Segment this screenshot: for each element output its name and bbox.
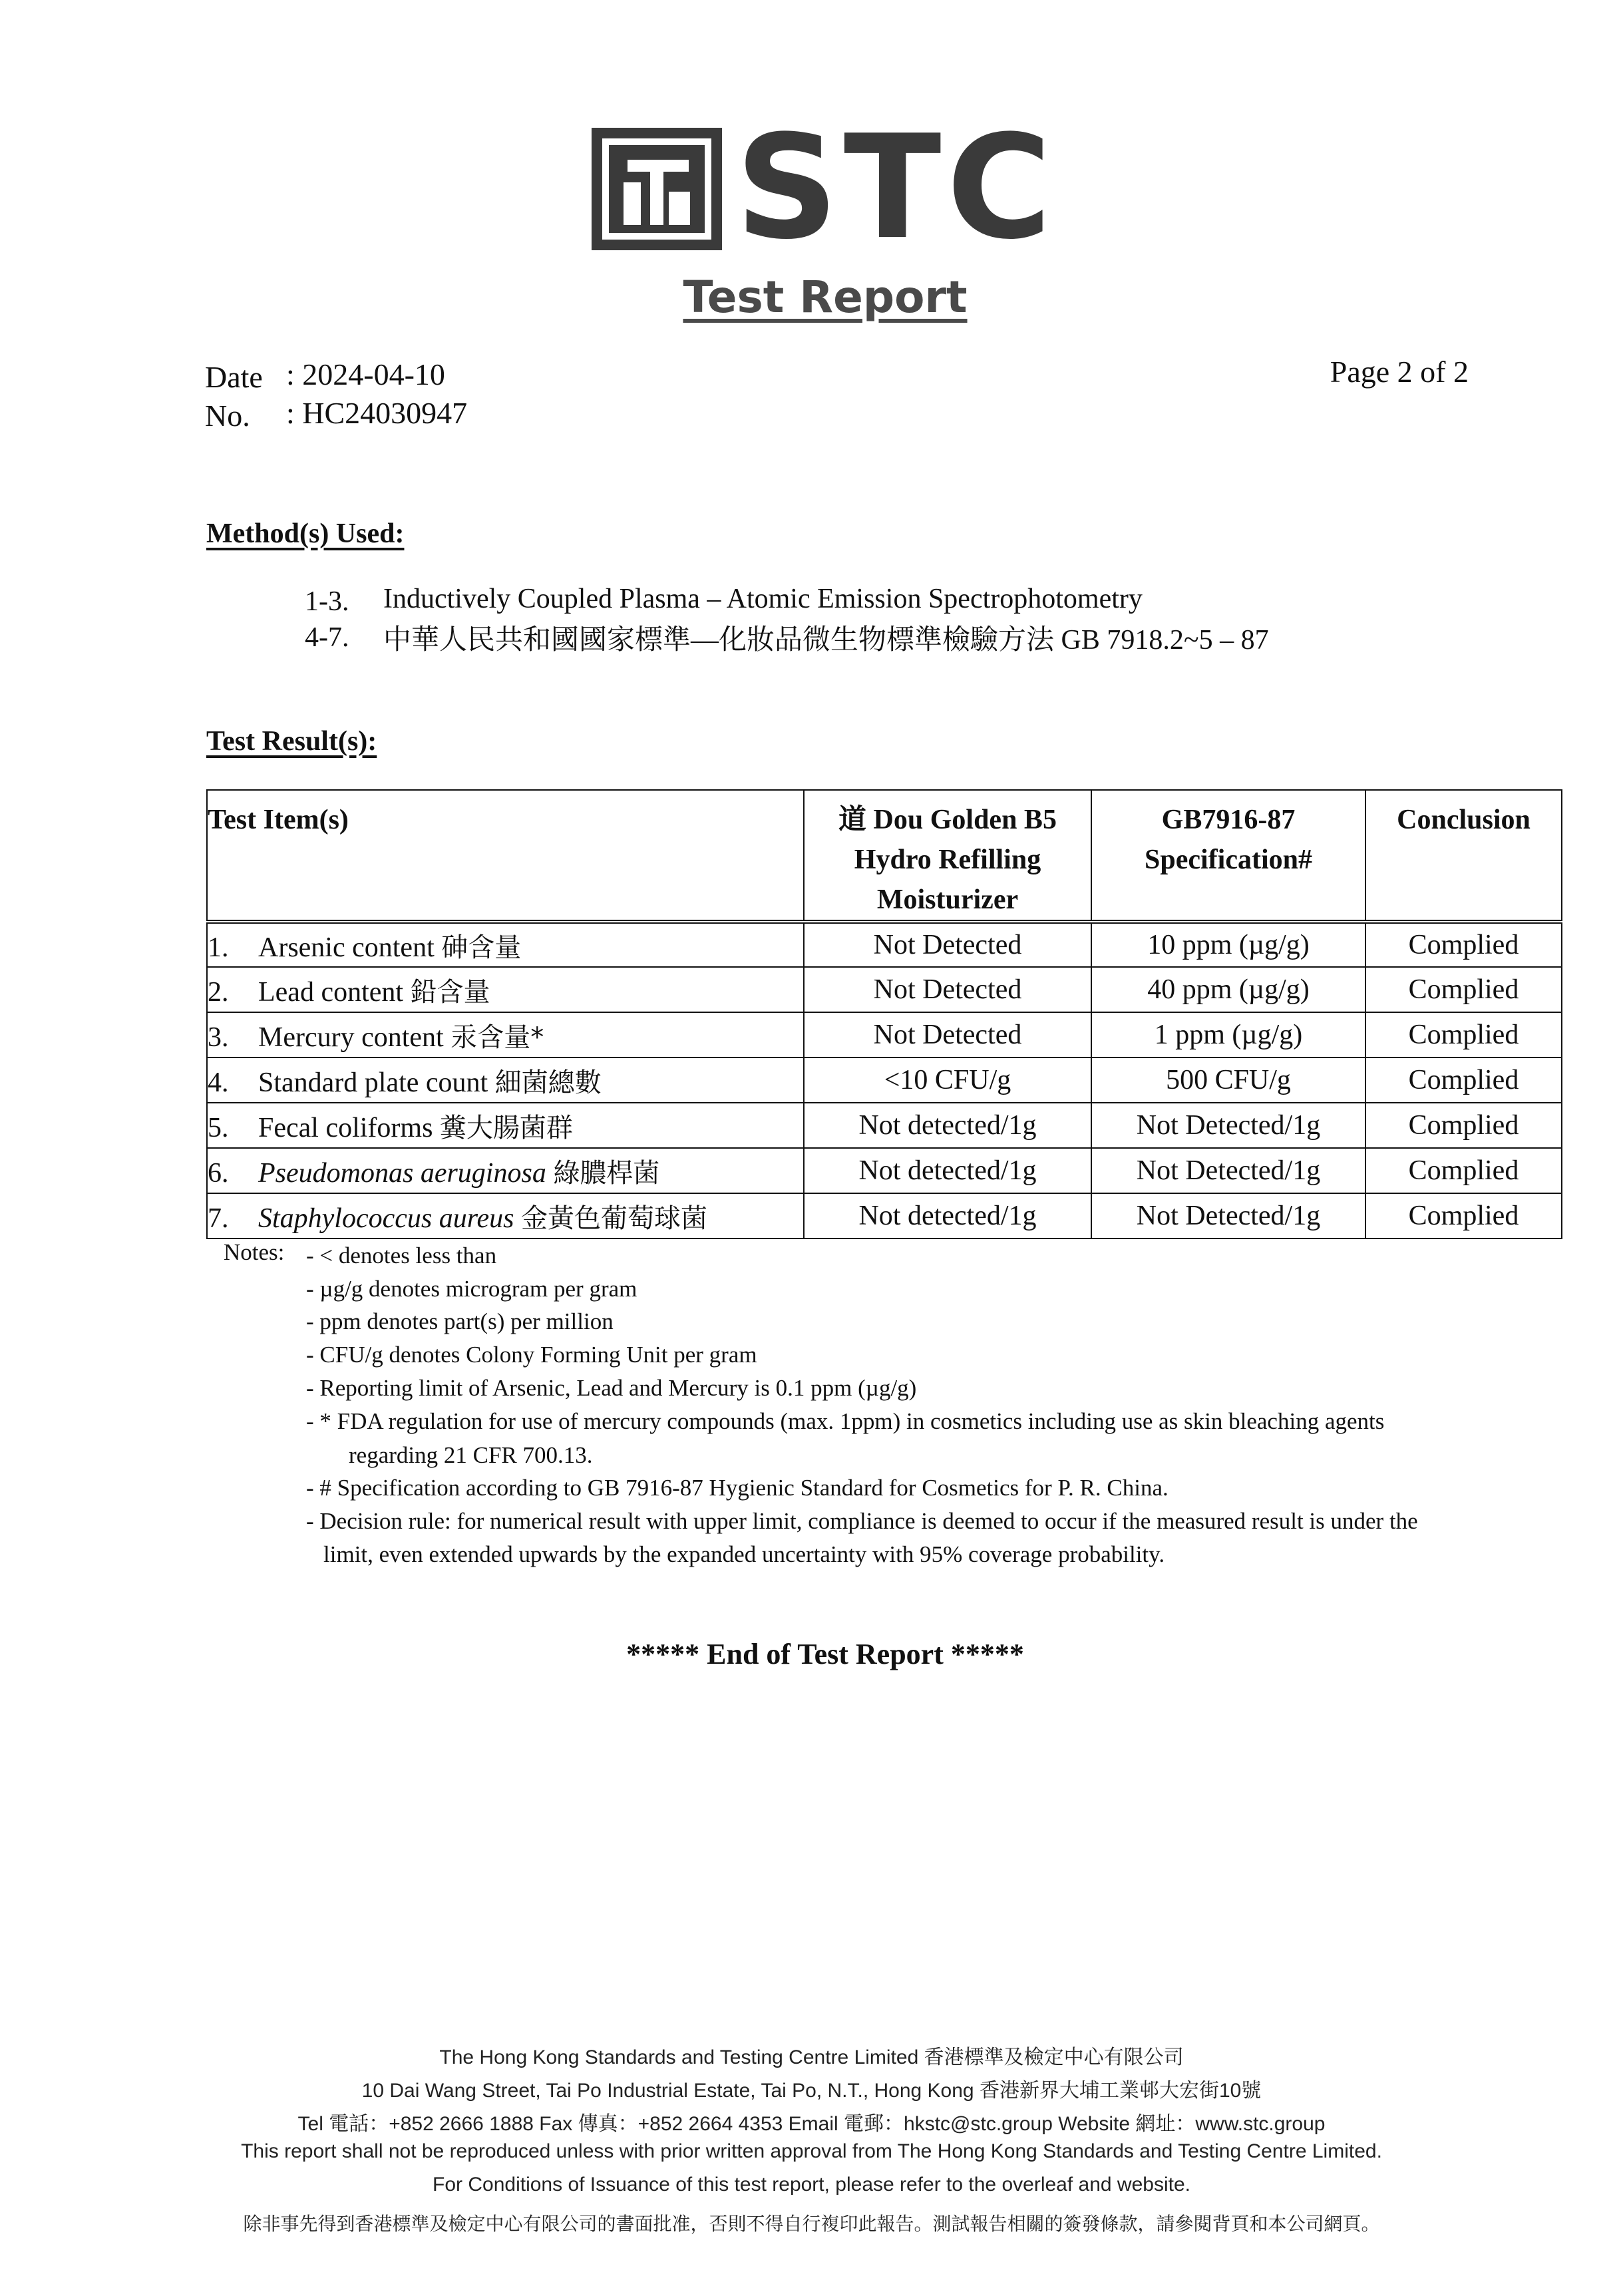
result-cell: Not Detected — [804, 967, 1091, 1012]
page-number: Page 2 of 2 — [1330, 355, 1469, 389]
spec-cell: 10 ppm (µg/g) — [1091, 922, 1365, 967]
notes-label: Notes: — [224, 1239, 285, 1265]
spec-cell: Not Detected/1g — [1091, 1103, 1365, 1148]
test-item-name: Fecal coliforms — [258, 1112, 433, 1143]
header-sample-line: 道 Dou Golden B5 — [838, 805, 1057, 835]
test-item-cell — [207, 1148, 804, 1193]
test-item-name: Arsenic content — [258, 932, 435, 963]
row-number: 4. — [208, 1067, 229, 1098]
test-item-name: Lead content — [258, 976, 404, 1008]
note-line: - * FDA regulation for use of mercury compounds (max. 1ppm) in cosmetics including use as skin bleaching agents — [306, 1408, 1385, 1434]
note-line: - Decision rule: for numerical result with upper limit, compliance is deemed to occur if the measured result is under the — [306, 1508, 1418, 1534]
report-title: Test Report — [683, 272, 968, 323]
note-line: - < denotes less than — [306, 1243, 497, 1268]
conclusion-cell: Complied — [1365, 967, 1562, 1012]
date-label: Date — [205, 360, 263, 394]
row-number: 3. — [208, 1022, 229, 1053]
conclusion-cell: Complied — [1365, 1057, 1562, 1103]
note-line: - # Specification according to GB 7916-87 Hygienic Standard for Cosmetics for P. R. China. — [306, 1475, 1169, 1501]
result-cell: Not Detected — [804, 922, 1091, 967]
header-test-item: Test Item(s) — [207, 790, 804, 922]
method-text: 中華人民共和國國家標準—化妝品微生物標準檢驗方法 GB 7918.2~5 – 87 — [383, 625, 1269, 656]
table-row — [207, 1148, 1562, 1193]
results-table — [206, 789, 1562, 1239]
test-item-name-zh: 細菌總數 — [494, 1067, 602, 1098]
footer-notice-zh: 除非事先得到香港標準及檢定中心有限公司的書面批准，否則不得自行複印此報告。測試報告相關的簽發條款，請參閱背頁和本公司網頁。 — [243, 2213, 1380, 2235]
header-spec-line: Specification# — [1145, 845, 1312, 875]
table-row — [207, 1057, 1562, 1103]
conclusion-cell: Complied — [1365, 1103, 1562, 1148]
note-line: - CFU/g denotes Colony Forming Unit per gram — [306, 1342, 757, 1368]
note-line: - µg/g denotes microgram per gram — [306, 1276, 637, 1302]
spec-cell: Not Detected/1g — [1091, 1148, 1365, 1193]
method-number: 4-7. — [305, 622, 349, 653]
result-cell: <10 CFU/g — [804, 1057, 1091, 1103]
table-header-row — [207, 790, 1562, 922]
test-item-cell — [207, 1057, 804, 1103]
result-cell: Not detected/1g — [804, 1148, 1091, 1193]
conclusion-cell: Complied — [1365, 1148, 1562, 1193]
table-row — [207, 967, 1562, 1012]
test-item-name: Staphylococcus aureus — [258, 1203, 514, 1234]
spec-cell: 40 ppm (µg/g) — [1091, 967, 1365, 1012]
spec-cell: 500 CFU/g — [1091, 1057, 1365, 1103]
note-line: - ppm denotes part(s) per million — [306, 1308, 614, 1334]
test-item-name: Standard plate count — [258, 1067, 488, 1098]
row-number: 1. — [208, 932, 229, 963]
spec-cell: Not Detected/1g — [1091, 1193, 1365, 1239]
test-item-name-zh: 汞含量* — [451, 1022, 544, 1053]
test-item-name-zh: 金黃色葡萄球菌 — [521, 1203, 708, 1234]
row-number: 2. — [208, 976, 229, 1008]
header-spec-line: GB7916-87 — [1161, 805, 1296, 835]
table-row — [207, 1012, 1562, 1057]
header-specification — [1091, 790, 1365, 922]
footer-conditions: For Conditions of Issuance of this test report, please refer to the overleaf and website. — [433, 2174, 1190, 2196]
end-of-report: ***** End of Test Report ***** — [626, 1638, 1024, 1670]
header-conclusion: Conclusion — [1365, 790, 1562, 922]
report-no-value: : HC24030947 — [286, 396, 468, 430]
results-heading: Test Result(s): — [206, 726, 377, 757]
test-item-name-zh: 綠膿桿菌 — [553, 1157, 660, 1189]
conclusion-cell: Complied — [1365, 1193, 1562, 1239]
footer-address: 10 Dai Wang Street, Tai Po Industrial Estate, Tai Po, N.T., Hong Kong 香港新界大埔工業邨大宏街10號 — [361, 2080, 1262, 2102]
test-item-cell — [207, 1103, 804, 1148]
table-row — [207, 922, 1562, 967]
conclusion-cell: Complied — [1365, 922, 1562, 967]
test-item-name: Pseudomonas aeruginosa — [258, 1157, 546, 1189]
note-line: - Reporting limit of Arsenic, Lead and Mercury is 0.1 ppm (µg/g) — [306, 1375, 917, 1401]
header-sample-line: Moisturizer — [876, 884, 1019, 915]
header-sample-line: Hydro Refilling — [854, 845, 1041, 875]
spec-cell: 1 ppm (µg/g) — [1091, 1012, 1365, 1057]
footer-reproduction-notice: This report shall not be reproduced unless with prior written approval from The Hong Kong Standards and Testing Centre Limited. — [241, 2140, 1382, 2162]
result-cell: Not detected/1g — [804, 1103, 1091, 1148]
conclusion-cell: Complied — [1365, 1012, 1562, 1057]
report-no-label: No. — [205, 399, 250, 433]
test-item-cell — [207, 967, 804, 1012]
test-item-name-zh: 砷含量 — [441, 932, 522, 963]
stc-logo — [589, 104, 1060, 271]
row-number: 5. — [208, 1112, 229, 1143]
date-value: : 2024-04-10 — [286, 357, 445, 391]
row-number: 6. — [208, 1157, 229, 1189]
method-text: Inductively Coupled Plasma – Atomic Emission Spectrophotometry — [383, 584, 1143, 614]
header-sample — [804, 790, 1091, 922]
note-line: limit, even extended upwards by the expanded uncertainty with 95% coverage probability. — [323, 1541, 1165, 1567]
test-item-name: Mercury content — [258, 1022, 444, 1053]
test-item-cell — [207, 1012, 804, 1057]
test-item-name-zh: 糞大腸菌群 — [439, 1112, 573, 1143]
footer-contact: Tel 電話：+852 2666 1888 Fax 傳真：+852 2664 4353 Email 電郵：hkstc@stc.group Website 網址：www.stc.group — [297, 2113, 1326, 2135]
test-item-name-zh: 鉛含量 — [410, 976, 490, 1008]
result-cell: Not detected/1g — [804, 1193, 1091, 1239]
footer-company: The Hong Kong Standards and Testing Centre Limited 香港標準及檢定中心有限公司 — [439, 2046, 1184, 2068]
note-line: regarding 21 CFR 700.13. — [349, 1442, 593, 1468]
test-item-cell — [207, 1193, 804, 1239]
row-number: 7. — [208, 1203, 229, 1234]
methods-heading: Method(s) Used: — [206, 518, 405, 549]
logo-wordmark: STC — [735, 104, 1057, 271]
test-item-cell — [207, 922, 804, 967]
table-row — [207, 1103, 1562, 1148]
method-number: 1-3. — [305, 586, 349, 617]
result-cell: Not Detected — [804, 1012, 1091, 1057]
table-row — [207, 1193, 1562, 1239]
